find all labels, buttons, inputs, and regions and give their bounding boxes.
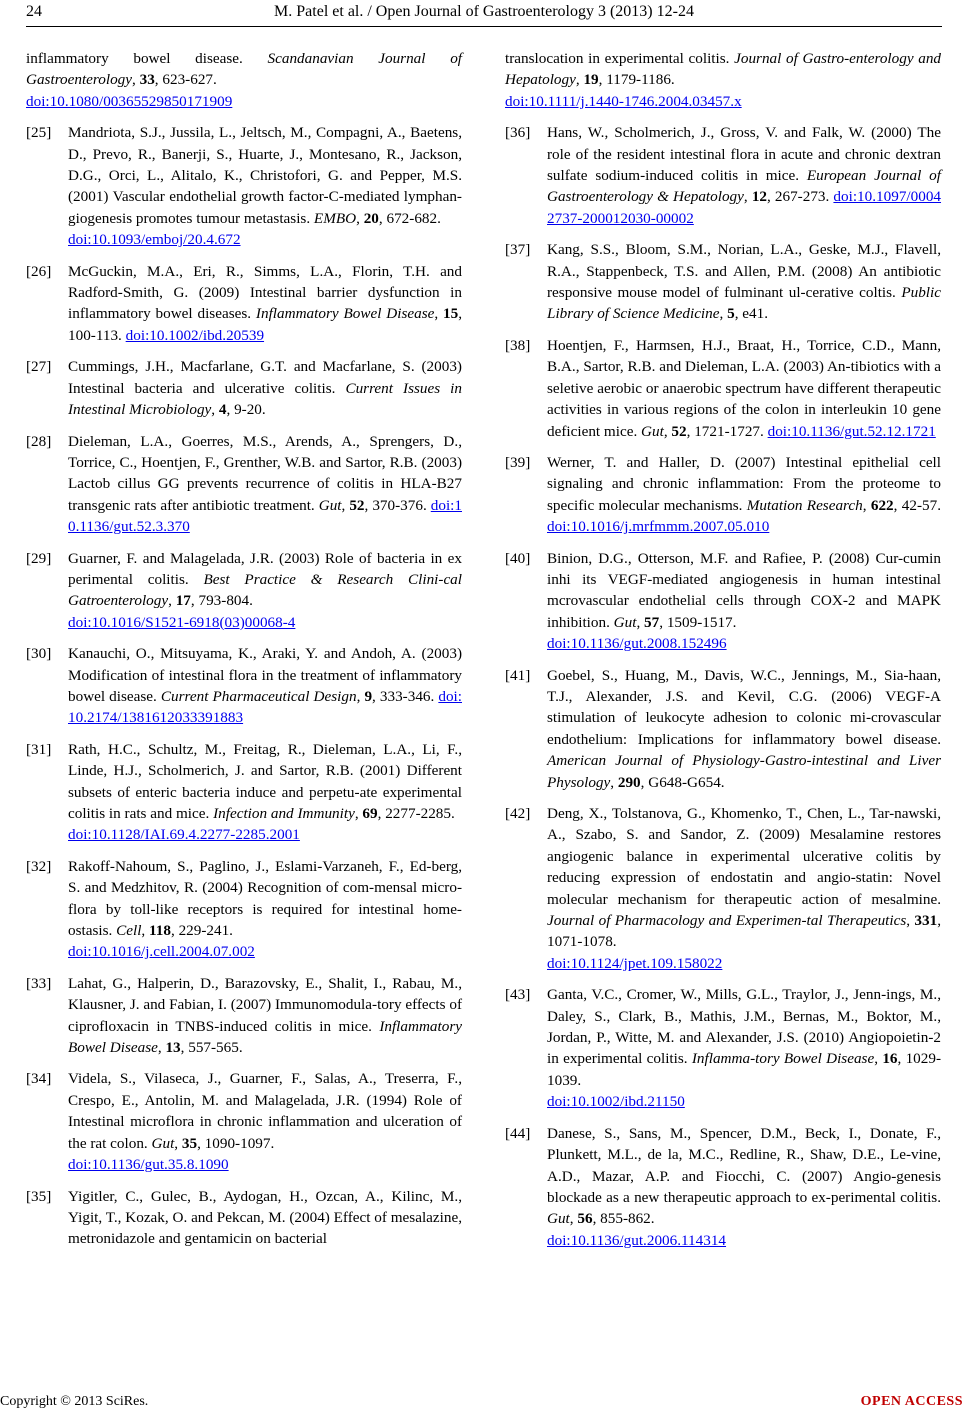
pages: , 793-804. — [190, 592, 253, 610]
pages: , 623-627. — [154, 71, 217, 89]
journal-name: Inflammatory Bowel Disease — [255, 305, 435, 323]
reference-text — [68, 1186, 462, 1250]
volume: 52 — [671, 422, 687, 440]
doi-link[interactable]: doi:10.1080/00365529850171909 — [26, 92, 233, 110]
reference-entry — [505, 1123, 941, 1251]
reference-number: [43] — [505, 986, 531, 1004]
volume: 622 — [870, 496, 894, 514]
journal-name: Current Pharmaceutical Design — [160, 687, 357, 705]
reference-number: [31] — [26, 740, 52, 758]
pages: , 9-20. — [226, 401, 266, 419]
separator: , — [906, 912, 915, 930]
reference-text — [68, 973, 462, 1059]
separator: , — [168, 592, 176, 610]
pages: , 855-862. — [592, 1210, 655, 1228]
reference-authors-title: inflammatory bowel disease. — [26, 50, 268, 67]
doi-link[interactable]: doi:10.1111/j.1440-1746.2004.03457.x — [505, 92, 742, 110]
reference-authors-title: Lahat, G., Halperin, D., Barazovsky, E., Shalit, I., Rabau, M., Klausner, J. and Fabian, I. (2007) Immunomodula-tory effects of ciprofloxacin in TNBS-induced colitis in mice. — [68, 974, 462, 1035]
volume: 290 — [617, 773, 641, 791]
doi-link[interactable]: doi:10.1136/gut.2008.152496 — [547, 635, 727, 653]
reference-entry — [505, 452, 941, 538]
separator: , — [174, 1134, 182, 1152]
volume: 56 — [577, 1210, 593, 1228]
reference-entry — [26, 973, 462, 1059]
reference-entry — [505, 548, 941, 655]
reference-text — [547, 1123, 941, 1251]
reference-authors-title: Mandriota, S.J., Jussila, L., Jeltsch, M., Compagni, A., Baetens, D., Prevo, R., Banerji, S., Huarte, J., Montesano, R., Jackson, D.G., Orci, L., Alitalo, K., Christofori, G. and Pepper, M.S. (2001) Vascular endothelial growth factor-C-mediated lymphan-giogenesis promotes tumour metastasis. — [68, 124, 462, 227]
doi-link[interactable]: doi:10.1136/gut.35.8.1090 — [68, 1156, 229, 1174]
reference-number: [26] — [26, 262, 52, 280]
reference-number: [29] — [26, 549, 52, 567]
separator: , — [211, 401, 219, 419]
doi-link[interactable]: doi:10.1136/gut.2006.114314 — [547, 1231, 727, 1249]
reference-text — [68, 356, 462, 420]
reference-authors-title: Hoentjen, F., Harmsen, H.J., Braat, H., Torrice, C.D., Mann, B.A., Sartor, R.B. and Dieleman, L.A. (2003) An-tibiotics with a seletive aerobic or anaerobic spectrum have different therapeutic activities in various regions of the colon in interleukin 10 gene deficient mice. — [547, 336, 941, 440]
reference-entry — [26, 1068, 462, 1175]
journal-name: Mutation Research — [746, 496, 863, 514]
volume: 57 — [644, 613, 660, 631]
reference-number: [41] — [505, 666, 531, 684]
reference-entry — [26, 856, 462, 963]
journal-name: Scandanavian Journal of Gastroenterology — [26, 50, 463, 89]
reference-text — [505, 48, 941, 112]
pages: , 1090-1097. — [197, 1134, 275, 1152]
separator: , — [610, 773, 618, 791]
volume: 33 — [139, 71, 155, 89]
journal-name: Infection and Immunity — [213, 805, 355, 822]
reference-entry — [505, 48, 941, 112]
volume: 69 — [362, 805, 378, 822]
pages: , 2277-2285. — [377, 805, 455, 822]
separator: , — [356, 209, 364, 227]
reference-authors-title: McGuckin, M.A., Eri, R., Simms, L.A., Florin, T.H. and Radford-Smith, G. (2009) Intestinal barrier dysfunction in inflammatory bowel diseases. — [68, 262, 462, 323]
journal-name: European Journal of Gastroenterology & Hepatology — [547, 167, 941, 206]
reference-authors-title: Binion, D.G., Otterson, M.F. and Rafiee, P. (2008) Cur-cumin inhi its VEGF-mediated angiogenesis in human intestinal mcrovascular endothelial cells through COX-2 and MAPK inhibition. — [547, 549, 941, 631]
reference-number: [25] — [26, 124, 52, 142]
reference-text — [68, 739, 462, 846]
separator: , — [341, 496, 350, 514]
reference-number: [37] — [505, 241, 531, 259]
pages: , 1179-1186. — [598, 71, 675, 89]
doi-link[interactable]: doi:10.1002/ibd.21150 — [547, 1093, 685, 1111]
reference-number: [36] — [505, 124, 531, 142]
separator: , — [636, 613, 645, 631]
reference-authors-title: Werner, T. and Haller, D. (2007) Intestinal epithelial cell signaling and chronic inflammation: From the proteome to specific molecular mechanisms. — [547, 453, 941, 514]
reference-number: [28] — [26, 432, 52, 450]
left-column — [26, 48, 462, 1260]
open-access-label: OPEN ACCESS — [860, 1394, 963, 1409]
reference-entry — [26, 431, 462, 538]
separator: , — [354, 805, 363, 822]
journal-name: Inflamma-tory Bowel Disease — [691, 1050, 875, 1068]
reference-text — [547, 803, 941, 974]
separator: , — [862, 496, 871, 514]
volume: 5 — [727, 305, 735, 323]
journal-name: Journal of Gastro-enterology and Hepatology — [505, 50, 942, 89]
volume: 9 — [364, 687, 373, 705]
reference-entry — [26, 356, 462, 420]
reference-number: [44] — [505, 1124, 531, 1142]
doi-link[interactable]: doi:10.1016/S1521-6918(03)00068-4 — [68, 613, 296, 631]
reference-number: [30] — [26, 645, 52, 663]
reference-number: [34] — [26, 1070, 52, 1088]
journal-name: Cell — [116, 922, 142, 940]
pages: , 1029-1039. — [547, 1050, 942, 1089]
reference-entry — [505, 122, 941, 229]
pages: , 1071-1078. — [547, 912, 941, 951]
pages: , 267-273. — [767, 188, 834, 206]
pages: , 100-113. — [68, 305, 462, 344]
reference-entry — [505, 803, 941, 974]
right-column — [505, 48, 941, 1261]
reference-authors-title: Dieleman, L.A., Goerres, M.S., Arends, A., Sprengers, D., Torrice, C., Hoentjen, F., Grenther, W.B. and Sartor, R.B. (2003) Lactob cillus GG prevents recurrence of colitis in HLA-B27 transgenic rats after antibiotic treatment. — [68, 432, 462, 514]
journal-name: Best Practice & Research Clini-cal Gatroenterology — [68, 570, 462, 610]
reference-text — [68, 1068, 462, 1175]
doi-link[interactable]: doi:10.1016/j.cell.2004.07.002 — [68, 943, 255, 961]
reference-text — [68, 431, 462, 538]
pages: , 333-346. — [372, 687, 439, 705]
reference-number: [35] — [26, 1187, 52, 1205]
reference-authors-title: Rakoff-Nahoum, S., Paglino, J., Eslami-Varzaneh, F., Ed-berg, S. and Medzhitov, R. (2004) Recognition of com-mensal micro-flora by toll-like receptors is required for intestinal home-ostasis. — [68, 857, 462, 940]
reference-number: [32] — [26, 857, 52, 875]
reference-number: [39] — [505, 453, 531, 471]
separator: , — [434, 305, 444, 323]
volume: 4 — [218, 401, 227, 419]
reference-text — [547, 122, 941, 229]
journal-name: Gut — [641, 422, 664, 440]
volume: 20 — [363, 209, 379, 227]
reference-authors-title: Kang, S.S., Bloom, S.M., Norian, L.A., Geske, M.J., Flavell, R.A., Stappenbeck, T.S. and Allen, P.M. (2008) An antibiotic responsive mouse model of fulminant ul-cerative coltis. — [547, 241, 941, 302]
reference-authors-title: Deng, X., Tolstanova, G., Khomenko, T., Chen, L., Tar-nawski, A., Szabo, S. and Sandor, Z. (2009) Mesalamine restores angiogenic balance in experimental ulcerative colitis by reducing expression of endostatin and angio-statin: Novel molecular mechanism for therapeutic action of mesalmine. — [547, 805, 941, 908]
reference-entry — [505, 984, 941, 1112]
volume: 16 — [882, 1050, 898, 1068]
reference-number: [42] — [505, 805, 531, 822]
reference-text — [68, 643, 462, 729]
reference-text — [547, 335, 941, 442]
pages: , 1509-1517. — [659, 613, 737, 631]
journal-name: Gut — [547, 1210, 570, 1228]
pages: , 672-682. — [378, 209, 441, 227]
reference-authors-title: Rath, H.C., Schultz, M., Freitag, R., Dieleman, L.A., Li, F., Linde, H.J., Scholmerich, J. and Sartor, R.B. (2001) Different subsets of enteric bacteria induce and perpetu-ate experimental colitis in rats and mice. — [68, 740, 462, 822]
separator: , — [132, 71, 140, 89]
reference-text — [547, 548, 941, 655]
journal-name: Inflammatory Bowel Disease — [68, 1017, 462, 1057]
volume: 17 — [175, 592, 191, 610]
separator: , — [874, 1050, 883, 1068]
reference-entry — [505, 335, 941, 442]
reference-entry — [26, 122, 462, 250]
doi-link[interactable]: doi:10.1136/gut.52.3.370 — [68, 496, 462, 536]
volume: 118 — [149, 922, 171, 940]
reference-number: [38] — [505, 336, 531, 354]
reference-text — [68, 856, 462, 963]
reference-entry — [26, 643, 462, 729]
doi-link[interactable]: doi:10.1097/00042737-200012030-00002 — [547, 188, 942, 227]
separator: , — [141, 922, 150, 940]
separator: , — [569, 1210, 578, 1228]
journal-name: Gut — [613, 613, 637, 631]
volume: 52 — [349, 496, 365, 514]
pages: , 42-57. — [893, 496, 941, 514]
reference-text — [68, 122, 462, 250]
pages: , G648-G654. — [640, 773, 725, 791]
doi-link[interactable]: doi:10.1128/IAI.69.4.2277-2285.2001 — [68, 826, 300, 844]
journal-name: Public Library of Science Medicine — [547, 284, 941, 323]
header-rule — [26, 26, 942, 27]
reference-text — [547, 239, 941, 325]
reference-text — [547, 665, 941, 793]
separator: , — [575, 71, 584, 89]
separator: , — [663, 422, 672, 440]
separator: , — [719, 305, 728, 323]
pages: , 1721-1727. — [686, 422, 768, 440]
doi-link[interactable]: doi:10.1136/gut.52.12.1721 — [767, 422, 936, 440]
copyright: Copyright © 2013 SciRes. — [0, 1394, 149, 1409]
reference-entry — [505, 665, 941, 793]
pages: , 557-565. — [180, 1039, 243, 1057]
running-head: M. Patel et al. / Open Journal of Gastroenterology 3 (2013) 12-24 — [274, 3, 694, 20]
volume: 35 — [181, 1134, 198, 1152]
doi-link[interactable]: doi:10.1002/ibd.20539 — [125, 326, 265, 344]
journal-name: EMBO — [313, 209, 357, 227]
reference-authors-title: Kanauchi, O., Mitsuyama, K., Araki, Y. and Andoh, A. (2003) Modification of intestinal flora in the treatment of inflammatory bowel disease. — [68, 645, 462, 705]
page-number: 24 — [26, 3, 42, 20]
volume: 13 — [165, 1039, 181, 1057]
pages: , e41. — [734, 305, 769, 323]
reference-authors-title: Cummings, J.H., Macfarlane, G.T. and Macfarlane, S. (2003) Intestinal bacteria and ulcerative colitis. — [68, 358, 462, 397]
reference-entry — [26, 1186, 462, 1250]
reference-authors-title: Hans, W., Scholmerich, J., Gross, V. and Falk, W. (2000) The role of the resident intestinal flora in acute and chronic dextran sulfate sodium-induced colitis in mice. — [547, 124, 941, 185]
reference-entry — [26, 739, 462, 846]
journal-name: Gut — [318, 496, 342, 514]
separator: , — [743, 188, 752, 206]
doi-link[interactable]: doi:10.1093/emboj/20.4.672 — [68, 231, 241, 249]
reference-text — [547, 452, 941, 538]
journal-name: Current Issues in Intestinal Microbiology — [68, 379, 462, 419]
page-header — [26, 0, 942, 28]
reference-text — [68, 548, 462, 634]
reference-authors-title: Goebel, S., Huang, M., Davis, W.C., Jennings, M., Sia-haan, T.J., Alexander, J.S. and Kevil, C.G. (2006) VEGF-A stimulation of leukocyte adhesion to colonic mi-crovascular endothelium: Implications for inflammatory bowel disease. — [547, 666, 941, 748]
doi-link[interactable]: doi:10.2174/1381612033391883 — [68, 687, 462, 727]
doi-link[interactable]: doi:10.1016/j.mrfmmm.2007.05.010 — [547, 518, 770, 536]
reference-entry — [26, 261, 462, 347]
doi-link[interactable]: doi:10.1124/jpet.109.158022 — [547, 954, 723, 972]
pages: , 229-241. — [170, 922, 233, 940]
reference-number: [27] — [26, 358, 52, 376]
pages: , 370-376. — [364, 496, 431, 514]
reference-number: [40] — [505, 549, 531, 567]
separator: , — [356, 687, 365, 705]
reference-text — [547, 984, 941, 1112]
reference-number: [33] — [26, 974, 52, 992]
reference-authors-title: Videla, S., Vilaseca, J., Guarner, F., Salas, A., Treserra, F., Crespo, E., Antolin, M. and Malagelada, J.R. (1994) Role of Intestinal microflora in chronic inflammation and ulceration of the rat colon. — [68, 1070, 462, 1152]
reference-entry — [26, 48, 462, 112]
reference-authors-title: Yigitler, C., Gulec, B., Aydogan, H., Ozcan, A., Kilinc, M., Yigit, T., Kozak, O. and Pekcan, M. (2004) Effect of mesalazine, metronidazole and gentamicin on bacterial — [68, 1187, 462, 1248]
journal-name: Gut — [151, 1134, 175, 1152]
volume: 19 — [583, 71, 599, 89]
reference-authors-title: translocation in experimental colitis. — [505, 50, 735, 67]
reference-authors-title: Ganta, V.C., Cromer, W., Mills, G.L., Traylor, J., Jenn-ings, M., Daley, S., Clark, B., Mathis, J.M., Bernas, M., Boktor, M., Jordan, P., Witte, M. and Alexander, J.S. (2010) Angiopoietin-2 in experimental colitis. — [547, 986, 941, 1068]
journal-name: Journal of Pharmacology and Experimen-tal Therapeutics — [547, 912, 907, 930]
reference-text — [68, 261, 462, 347]
volume: 15 — [443, 305, 459, 323]
volume: 12 — [751, 188, 767, 206]
journal-name: American Journal of Physiology-Gastro-intestinal and Liver Physology — [547, 752, 941, 791]
reference-authors-title: Guarner, F. and Malagelada, J.R. (2003) Role of bacteria in ex perimental colitis. — [68, 549, 462, 588]
volume: 331 — [914, 912, 938, 930]
separator: , — [157, 1039, 166, 1057]
reference-authors-title: Danese, S., Sans, M., Spencer, D.M., Beck, I., Donate, F., Plunkett, M.L., de la, M.C., Redline, R., Shaw, D.E., Le-vine, A.D., Mazar, A.P. and Fiocchi, C. (2007) Angio-genesis blockade as a new therapeutic approach to ex-perimental colitis. — [547, 1124, 941, 1206]
reference-text — [26, 48, 462, 112]
reference-entry — [505, 239, 941, 325]
reference-entry — [26, 548, 462, 634]
